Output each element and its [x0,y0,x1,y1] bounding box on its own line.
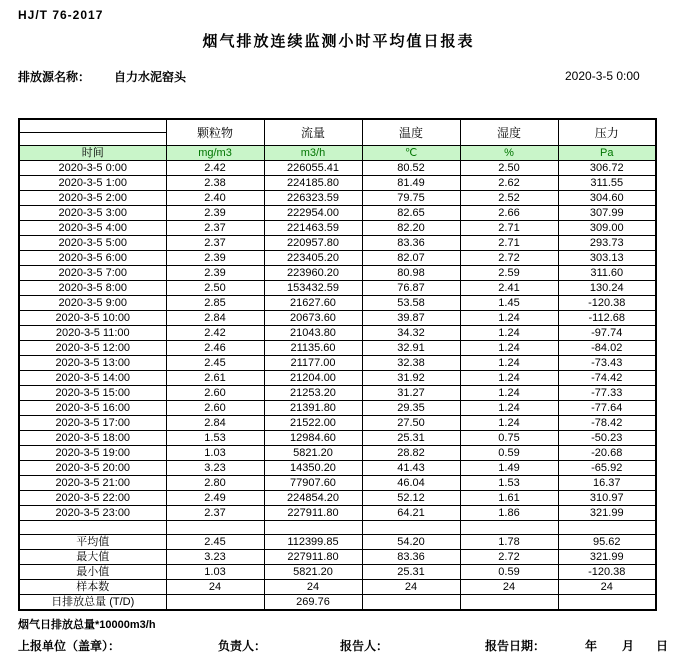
unit-pressure: Pa [558,146,656,161]
cell-value [558,595,656,611]
cell-value: 2.42 [166,326,264,341]
cell-value: 2.72 [460,550,558,565]
cell-value: 226323.59 [264,191,362,206]
cell-value: 1.24 [460,311,558,326]
cell-value: 1.24 [460,341,558,356]
cell-value: -77.64 [558,401,656,416]
cell-value: 2.59 [460,266,558,281]
table-row [19,416,656,431]
summary-row [19,565,656,580]
table-row [19,446,656,461]
cell-label: 2020-3-5 3:00 [19,206,166,221]
cell-value: 2.50 [460,161,558,176]
cell-value: -74.42 [558,371,656,386]
cell-value: 309.00 [558,221,656,236]
cell-value: 83.36 [362,550,460,565]
cell-label: 2020-3-5 7:00 [19,266,166,281]
unit-flow: m3/h [264,146,362,161]
report-title: 烟气排放连续监测小时平均值日报表 [202,33,475,50]
cell-value: 1.86 [460,506,558,521]
table-row [19,311,656,326]
cell-value: 224185.80 [264,176,362,191]
cell-value: 2.60 [166,401,264,416]
cell-value: 2.71 [460,221,558,236]
cell-value: 2.37 [166,236,264,251]
cell-value: 2.37 [166,506,264,521]
cell-value: 29.35 [362,401,460,416]
cell-value: 0.59 [460,565,558,580]
column-header-temperature: 温度 [362,119,460,146]
table-row [19,281,656,296]
cell-value: 5821.20 [264,565,362,580]
cell-value: 1.24 [460,326,558,341]
cell-value: 54.20 [362,535,460,550]
table-row [19,401,656,416]
cell-value: 76.87 [362,281,460,296]
cell-label: 2020-3-5 8:00 [19,281,166,296]
cell-value: 20673.60 [264,311,362,326]
cell-value: 21391.80 [264,401,362,416]
cell-value: 310.97 [558,491,656,506]
summary-rows [19,521,656,611]
cell-label: 2020-3-5 12:00 [19,341,166,356]
cell-label: 2020-3-5 11:00 [19,326,166,341]
cell-value: 223405.20 [264,251,362,266]
cell-value: 2.84 [166,416,264,431]
responsible-label: 负责人： [218,639,267,653]
cell-value: -112.68 [558,311,656,326]
cell-value: 304.60 [558,191,656,206]
table-row [19,176,656,191]
time-column-header: 时间 [19,146,166,161]
unit-humidity: % [460,146,558,161]
table-row [19,476,656,491]
cell-value: 2.49 [166,491,264,506]
cell-value [362,595,460,611]
cell-value [460,595,558,611]
cell-value: 3.23 [166,550,264,565]
cell-value: 21627.60 [264,296,362,311]
cell-value: 27.50 [362,416,460,431]
cell-value: 80.98 [362,266,460,281]
table-row [19,251,656,266]
cell-value: 0.59 [460,446,558,461]
cell-value: 52.12 [362,491,460,506]
hourly-rows [19,161,656,521]
cell-value: 16.37 [558,476,656,491]
cell-value: 1.53 [166,431,264,446]
summary-row [19,535,656,550]
cell-value: 2.62 [460,176,558,191]
cell-value: 21043.80 [264,326,362,341]
cell-label: 2020-3-5 10:00 [19,311,166,326]
summary-row [19,550,656,565]
cell-value [460,521,558,535]
month-label: 月 [622,639,635,653]
cell-value: 80.52 [362,161,460,176]
cell-value [264,521,362,535]
column-header-flow: 流量 [264,119,362,146]
cell-value: 32.91 [362,341,460,356]
cell-value [558,521,656,535]
cell-value: 2.85 [166,296,264,311]
unit-temperature: ℃ [362,146,460,161]
cell-value: -77.33 [558,386,656,401]
cell-value: 24 [264,580,362,595]
cell-value: 2.72 [460,251,558,266]
source-name-value: 自力水泥窑头 [114,70,187,84]
cell-label: 2020-3-5 14:00 [19,371,166,386]
cell-label: 2020-3-5 5:00 [19,236,166,251]
cell-label: 2020-3-5 4:00 [19,221,166,236]
cell-label: 2020-3-5 19:00 [19,446,166,461]
cell-label: 平均值 [19,535,166,550]
cell-label: 2020-3-5 0:00 [19,161,166,176]
cell-value: 31.92 [362,371,460,386]
cell-value: 24 [460,580,558,595]
cell-value: 2.39 [166,206,264,221]
cell-value: 2.84 [166,311,264,326]
cell-value: 1.03 [166,565,264,580]
cell-value: 1.24 [460,416,558,431]
table-header [19,119,656,161]
cell-value: 2.80 [166,476,264,491]
year-label: 年 [585,639,598,653]
cell-value: 224854.20 [264,491,362,506]
cell-label: 最大值 [19,550,166,565]
spacer-row [19,521,656,535]
cell-value: 2.50 [166,281,264,296]
cell-value: 1.24 [460,401,558,416]
cell-value: 153432.59 [264,281,362,296]
cell-value: 32.38 [362,356,460,371]
cell-value: 34.32 [362,326,460,341]
flow-total-note: 烟气日排放总量*10000m3/h [18,619,156,631]
cell-label: 2020-3-5 13:00 [19,356,166,371]
cell-value: 223960.20 [264,266,362,281]
cell-value: 222954.00 [264,206,362,221]
empty-corner-cell-top [19,119,166,133]
day-label: 日 [656,639,669,653]
cell-value: 1.49 [460,461,558,476]
cell-value: 2.40 [166,191,264,206]
cell-value [166,595,264,611]
cell-value: 21177.00 [264,356,362,371]
cell-value: 303.13 [558,251,656,266]
cell-value: 77907.60 [264,476,362,491]
cell-value: 83.36 [362,236,460,251]
cell-value: -73.43 [558,356,656,371]
cell-value: 0.75 [460,431,558,446]
cell-value: 24 [558,580,656,595]
cell-value: 24 [166,580,264,595]
cell-value: 306.72 [558,161,656,176]
cell-value: 2.61 [166,371,264,386]
cell-value: 82.07 [362,251,460,266]
cell-value: 21135.60 [264,341,362,356]
cell-value: -20.68 [558,446,656,461]
source-name-label: 排放源名称： [18,70,91,84]
cell-value [362,521,460,535]
cell-value: 64.21 [362,506,460,521]
cell-label [19,521,166,535]
column-header-pressure: 压力 [558,119,656,146]
cell-value: 12984.60 [264,431,362,446]
cell-value: 112399.85 [264,535,362,550]
cell-value: 3.23 [166,461,264,476]
table-row [19,431,656,446]
cell-label: 2020-3-5 2:00 [19,191,166,206]
cell-value: 2.45 [166,356,264,371]
cell-value: 2.45 [166,535,264,550]
table-row [19,161,656,176]
cell-label: 2020-3-5 20:00 [19,461,166,476]
cell-value: 2.60 [166,386,264,401]
cell-value: 227911.80 [264,506,362,521]
cell-label: 2020-3-5 21:00 [19,476,166,491]
cell-value: 130.24 [558,281,656,296]
cell-label: 2020-3-5 22:00 [19,491,166,506]
cell-value: 25.31 [362,431,460,446]
cell-value: 1.24 [460,386,558,401]
cell-value: 81.49 [362,176,460,191]
cell-value: 269.76 [264,595,362,611]
cell-value: 2.39 [166,251,264,266]
cell-value: 39.87 [362,311,460,326]
cell-label: 2020-3-5 16:00 [19,401,166,416]
cell-value: -84.02 [558,341,656,356]
cell-value: 2.66 [460,206,558,221]
cell-value: 41.43 [362,461,460,476]
cell-value: 14350.20 [264,461,362,476]
empty-corner-cell-bottom [19,133,166,146]
table-row [19,356,656,371]
cell-value: 2.37 [166,221,264,236]
cell-value: -50.23 [558,431,656,446]
cell-label: 日排放总量 (T/D) [19,595,166,611]
cell-value: 25.31 [362,565,460,580]
standard-code: HJ/T 76-2017 [18,8,104,22]
table-row [19,341,656,356]
cell-value [166,521,264,535]
cell-value: 220957.80 [264,236,362,251]
table-row [19,206,656,221]
cell-value: 1.53 [460,476,558,491]
cell-label: 2020-3-5 15:00 [19,386,166,401]
cell-label: 2020-3-5 17:00 [19,416,166,431]
cell-value: 1.61 [460,491,558,506]
cell-value: 227911.80 [264,550,362,565]
cell-value: 2.39 [166,266,264,281]
cell-value: 1.24 [460,356,558,371]
cell-value: -97.74 [558,326,656,341]
cell-value: 1.45 [460,296,558,311]
report-unit-label: 上报单位（盖章）： [18,639,121,653]
table-row [19,506,656,521]
report-datetime: 2020-3-5 0:00 [565,69,640,83]
table-row [19,491,656,506]
report-date-label: 报告日期： [485,639,546,653]
cell-value: 5821.20 [264,446,362,461]
cell-value: 221463.59 [264,221,362,236]
cell-value: 307.99 [558,206,656,221]
cell-value: -120.38 [558,565,656,580]
cell-value: 311.55 [558,176,656,191]
hourly-average-table [18,118,657,611]
column-header-particulate: 颗粒物 [166,119,264,146]
cell-label: 样本数 [19,580,166,595]
table-row [19,371,656,386]
cell-value: -78.42 [558,416,656,431]
cell-value: 21204.00 [264,371,362,386]
table-row [19,266,656,281]
cell-value: 46.04 [362,476,460,491]
summary-row [19,580,656,595]
cell-value: 1.03 [166,446,264,461]
cell-value: 95.62 [558,535,656,550]
cell-value: 2.52 [460,191,558,206]
cell-value: 2.38 [166,176,264,191]
cell-value: 1.78 [460,535,558,550]
cell-label: 2020-3-5 1:00 [19,176,166,191]
table-row [19,461,656,476]
cell-value: 293.73 [558,236,656,251]
units-row [19,146,656,161]
cell-value: 28.82 [362,446,460,461]
cell-value: -65.92 [558,461,656,476]
table-row [19,221,656,236]
header-row-top [19,119,656,133]
cell-value: 53.58 [362,296,460,311]
cell-value: -120.38 [558,296,656,311]
cell-value: 311.60 [558,266,656,281]
cell-value: 321.99 [558,506,656,521]
cell-value: 82.65 [362,206,460,221]
cell-value: 21253.20 [264,386,362,401]
table-row [19,326,656,341]
cell-value: 321.99 [558,550,656,565]
cell-label: 2020-3-5 9:00 [19,296,166,311]
unit-particulate: mg/m3 [166,146,264,161]
cell-value: 226055.41 [264,161,362,176]
cell-value: 2.41 [460,281,558,296]
table-row [19,236,656,251]
cell-value: 82.20 [362,221,460,236]
column-header-humidity: 湿度 [460,119,558,146]
cell-label: 2020-3-5 18:00 [19,431,166,446]
table-row [19,191,656,206]
cell-value: 2.71 [460,236,558,251]
table-row [19,296,656,311]
cell-value: 24 [362,580,460,595]
cell-value: 2.46 [166,341,264,356]
table-row [19,386,656,401]
cell-value: 21522.00 [264,416,362,431]
emission-source-row [18,68,186,85]
cell-label: 2020-3-5 6:00 [19,251,166,266]
cell-value: 31.27 [362,386,460,401]
cell-value: 2.42 [166,161,264,176]
cell-label: 最小值 [19,565,166,580]
reporter-label: 报告人： [340,639,389,653]
cell-label: 2020-3-5 23:00 [19,506,166,521]
summary-row [19,595,656,611]
cell-value: 1.24 [460,371,558,386]
cell-value: 79.75 [362,191,460,206]
